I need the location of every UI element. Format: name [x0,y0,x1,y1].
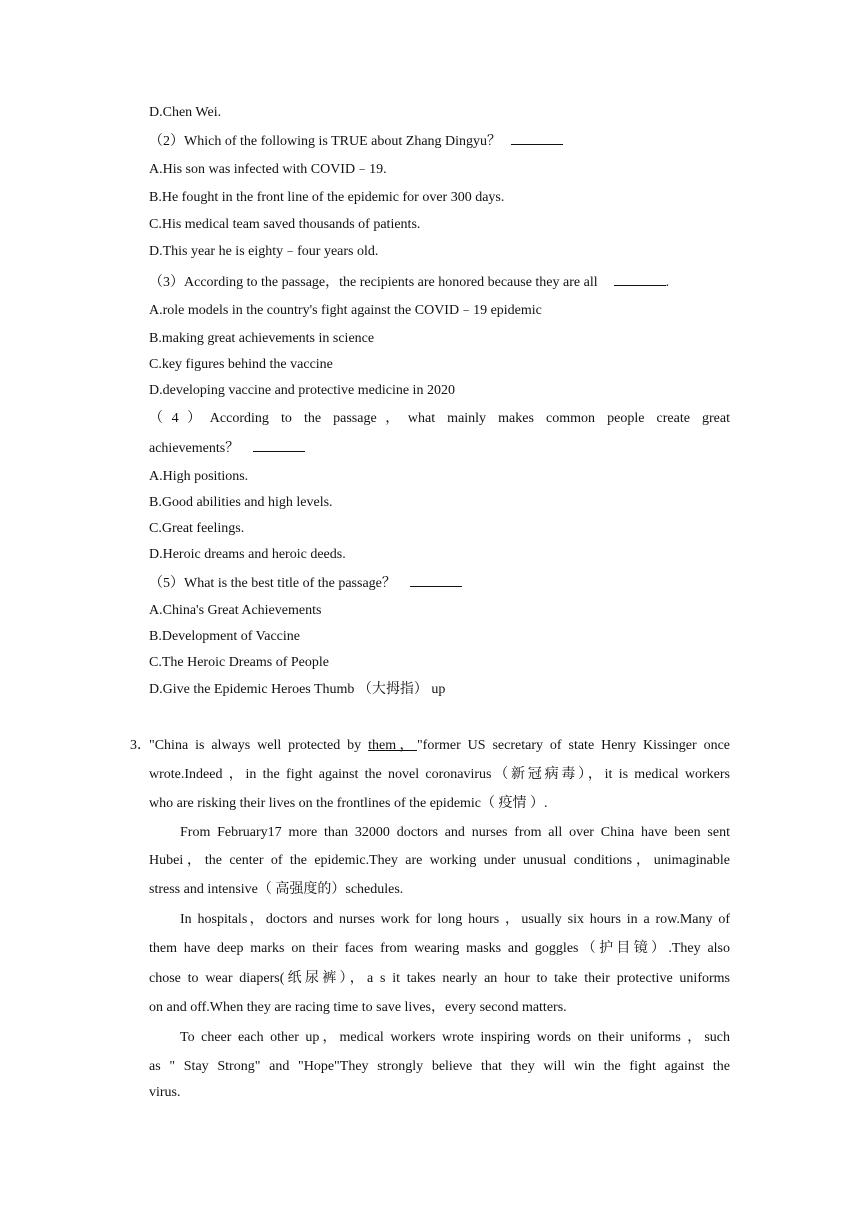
passage3-p4-line2: as " Stay Strong" and "Hope"They strongly believe that they will win the fight against the [149,1059,730,1074]
q4-stem-line1: （4）According to the passage，what mainly makes common people create great [149,411,730,426]
q5-option-c: C.The Heroic Dreams of People [149,655,329,670]
passage3-p4-line3: virus. [149,1085,181,1100]
q3-option-b: B.making great achievements in science [149,331,375,346]
passage3-p2-line1: From February17 more than 32000 doctors and nurses from all over China have been sent [180,825,730,840]
q3-answer-blank [614,273,666,286]
q5-stem [149,574,462,593]
passage3-p3-line1: In hospitals，doctors and nurses work for long hours ，usually six hours in a row.Many of [180,912,730,927]
q4-option-c: C.Great feelings. [149,521,245,536]
q3-stem [149,273,669,292]
q4-stem-text: achievements？ [149,441,240,456]
passage3-p3-line3: chose to wear diapers(纸尿裤），a s it takes nearly an hour to take their protective uniforms [149,971,730,986]
q3-option-c: C.key figures behind the vaccine [149,357,333,372]
q2-stem-text: （2）Which of the following is TRUE about Zhang Dingyu？ [149,134,502,149]
q5-stem-text: （5）What is the best title of the passage？ [149,576,396,591]
passage3-p1-line1 [149,737,730,755]
passage3-p2-line2: Hubei，the center of the epidemic.They are working under unusual conditions，unimaginable [149,853,730,868]
q2-option-d: D.This year he is eighty﹣four years old. [149,244,379,259]
p1-text-after: "former US secretary of state Henry Kissinger once [416,738,730,753]
passage3-p2-line3: stress and intensive（ 高强度的）schedules. [149,882,404,897]
q4-option-a: A.High positions. [149,469,249,484]
q4-option-d: D.Heroic dreams and heroic deeds. [149,547,346,562]
p1-underlined-word: them， [368,738,417,753]
passage3-p3-line4: on and off.When they are racing time to save lives，every second matters. [149,1000,567,1015]
q3-option-a: A.role models in the country's fight against the COVID﹣19 epidemic [149,303,542,318]
q4-stem-line2 [149,439,305,458]
q5-answer-blank [410,574,462,587]
passage3-p3-line2: them have deep marks on their faces from wearing masks and goggles（护目镜）.They also [149,941,730,956]
q3-stem-text: （3）According to the passage，the recipients are honored because they are all [149,275,598,290]
q5-option-a: A.China's Great Achievements [149,603,322,618]
q5-option-b: B.Development of Vaccine [149,629,300,644]
q2-option-c: C.His medical team saved thousands of patients. [149,217,421,232]
passage3-p1-line2: wrote.Indeed ，in the fight against the novel coronavirus（新冠病毒），it is medical workers [149,767,730,782]
q2-option-a: A.His son was infected with COVID﹣19. [149,162,387,177]
q4-option-b: B.Good abilities and high levels. [149,495,333,510]
passage3-p4-line1: To cheer each other up，medical workers wrote inspiring words on their uniforms ，such [180,1030,730,1045]
q4-answer-blank [253,439,305,452]
p1-text-before: "China is always well protected by [149,738,369,753]
q2-stem [149,132,563,151]
q3-stem-end: . [665,275,670,290]
q2-option-b: B.He fought in the front line of the epidemic for over 300 days. [149,190,505,205]
q3-option-d: D.developing vaccine and protective medicine in 2020 [149,383,455,398]
q2-answer-blank [511,132,563,145]
passage3-p1-line3: who are risking their lives on the frontlines of the epidemic（ 疫情 ）. [149,796,548,811]
q5-option-d: D.Give the Epidemic Heroes Thumb （大拇指） up [149,682,446,697]
passage3-number: 3． [130,738,151,753]
q1-option-d: D.Chen Wei. [149,105,222,120]
